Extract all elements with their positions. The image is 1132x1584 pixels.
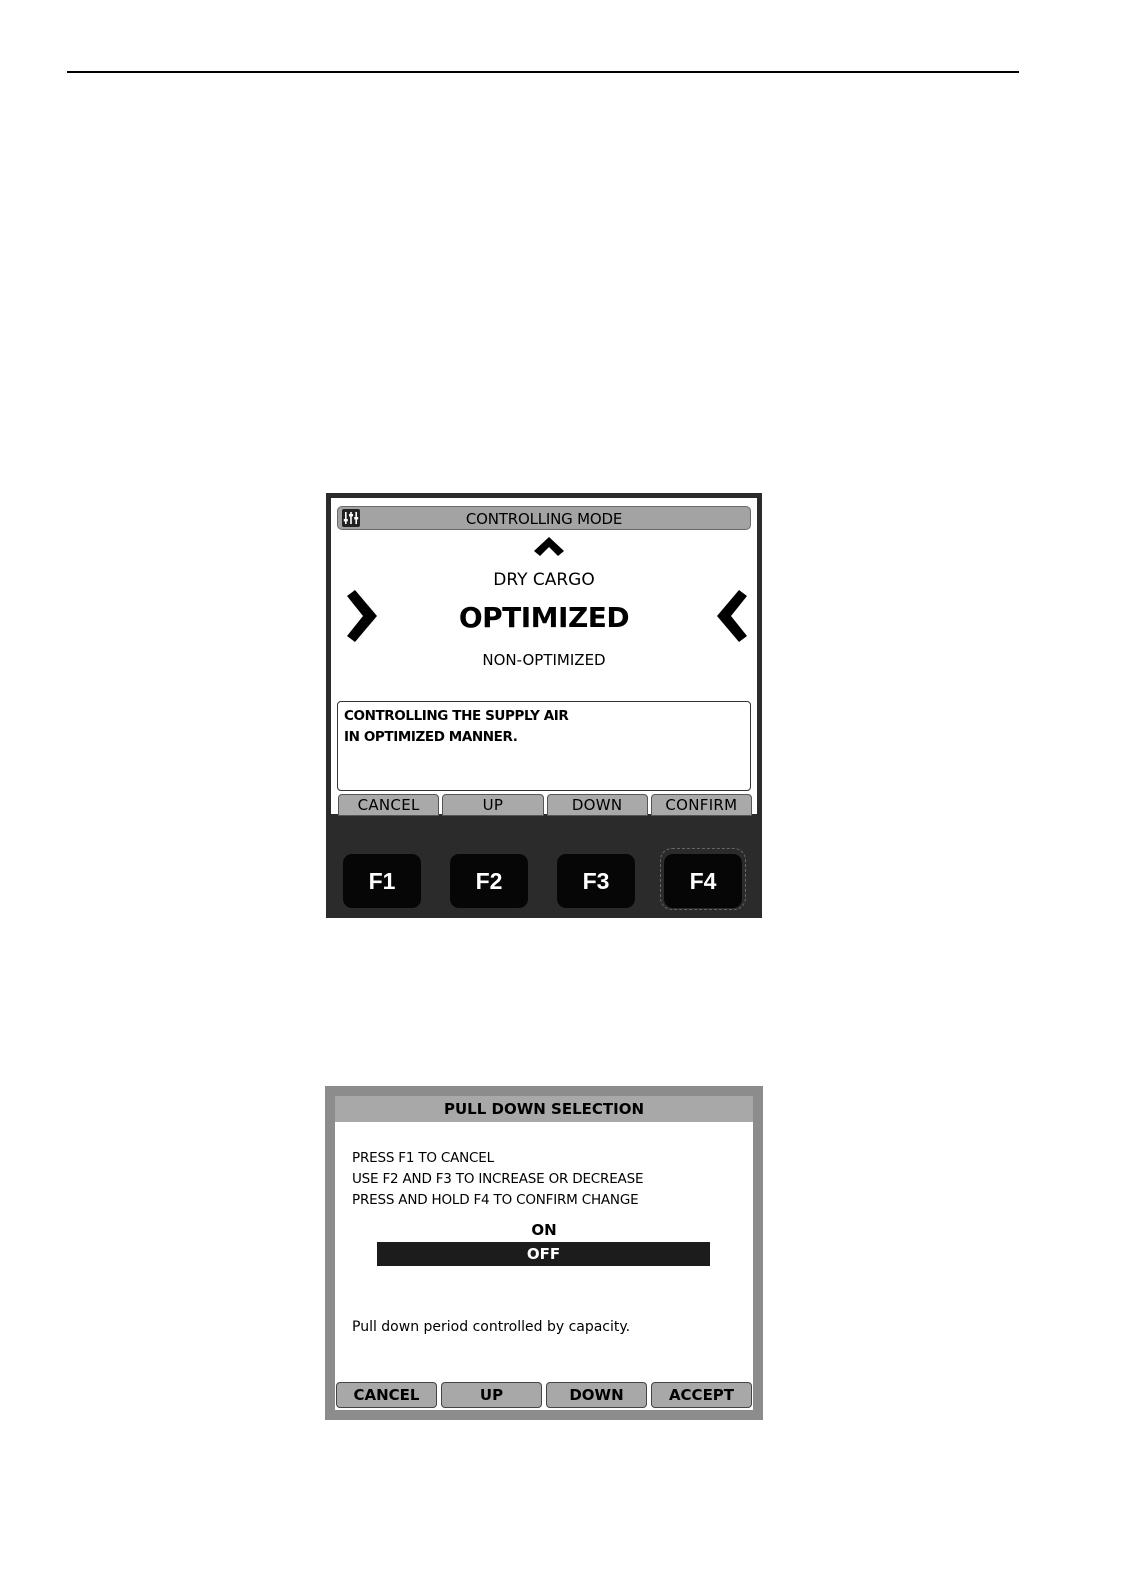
- option-next: NON-OPTIMIZED: [482, 651, 606, 669]
- screen-title: CONTROLLING MODE: [465, 510, 623, 528]
- instruction-line: PRESS F1 TO CANCEL: [352, 1150, 494, 1166]
- description-box: [337, 701, 751, 791]
- pull-down-selection-screen: [325, 1086, 763, 1420]
- down-softkey[interactable]: DOWN: [546, 1382, 647, 1408]
- display-panel: [335, 1096, 753, 1410]
- instruction-line: USE F2 AND F3 TO INCREASE OR DECREASE: [352, 1171, 644, 1187]
- option-previous: DRY CARGO: [493, 570, 595, 590]
- function-key-row: [326, 848, 762, 908]
- chevron-left-icon[interactable]: [715, 590, 751, 642]
- option-off-selected[interactable]: OFF: [377, 1242, 710, 1266]
- option-description: Pull down period controlled by capacity.: [352, 1319, 631, 1335]
- up-softkey[interactable]: UP: [441, 1382, 542, 1408]
- chevron-up-icon[interactable]: [532, 535, 566, 557]
- f1-button[interactable]: F1: [343, 854, 421, 908]
- f4-button[interactable]: F4: [664, 854, 742, 908]
- down-softkey[interactable]: DOWN: [547, 794, 648, 816]
- accept-softkey[interactable]: ACCEPT: [651, 1382, 752, 1408]
- option-on[interactable]: ON: [531, 1221, 557, 1239]
- cancel-softkey[interactable]: CANCEL: [338, 794, 439, 816]
- instruction-line: PRESS AND HOLD F4 TO CONFIRM CHANGE: [352, 1192, 639, 1208]
- description-line: CONTROLLING THE SUPPLY AIR: [344, 708, 569, 724]
- f3-button[interactable]: F3: [557, 854, 635, 908]
- title-bar: [337, 506, 751, 530]
- display-panel: [331, 498, 757, 814]
- softkey-bar: [336, 1382, 752, 1408]
- screen-title: PULL DOWN SELECTION: [443, 1100, 645, 1118]
- page-header-rule: [67, 71, 1019, 73]
- up-softkey[interactable]: UP: [442, 794, 543, 816]
- title-bar: [335, 1096, 753, 1122]
- softkey-bar: [338, 794, 752, 816]
- instructions: [352, 1148, 643, 1211]
- cancel-softkey[interactable]: CANCEL: [336, 1382, 437, 1408]
- description-line: IN OPTIMIZED MANNER.: [344, 729, 518, 745]
- controlling-mode-screen: [326, 493, 762, 918]
- option-selected: OPTIMIZED: [458, 601, 630, 634]
- f2-button[interactable]: F2: [450, 854, 528, 908]
- confirm-softkey[interactable]: CONFIRM: [651, 794, 752, 816]
